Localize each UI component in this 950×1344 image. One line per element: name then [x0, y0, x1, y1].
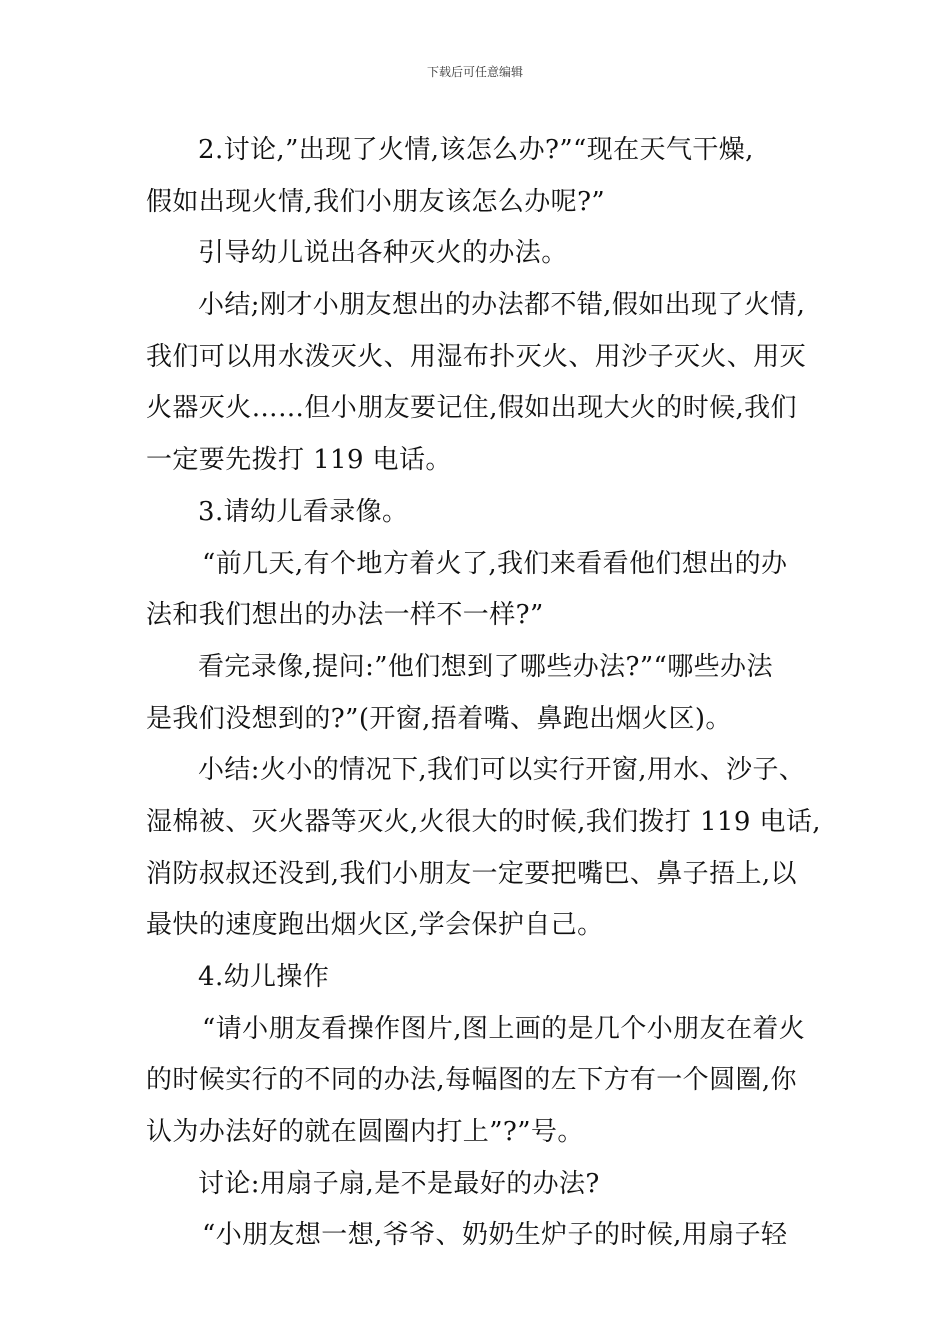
paragraph-line: 引导幼儿说出各种灭火的办法。: [198, 238, 568, 269]
page-header-note: 下载后可任意编辑: [426, 65, 523, 79]
paragraph-line: 最快的速度跑出烟火区,学会保护自己。: [146, 910, 604, 941]
paragraph-line: 3.请幼儿看录像。: [198, 496, 409, 527]
paragraph-line: 消防叔叔还没到,我们小朋友一定要把嘴巴、鼻子捂上,以: [146, 858, 797, 889]
paragraph-line: 讨论:用扇子扇,是不是最好的办法?: [198, 1168, 600, 1199]
paragraph-line: 一定要先拨打 119 电话。: [146, 445, 452, 476]
paragraph-line: 4.幼儿操作: [198, 962, 330, 992]
paragraph-line: 假如出现火情,我们小朋友该怎么办呢?”: [146, 186, 606, 217]
paragraph-line: 小结;刚才小朋友想出的办法都不错,假如出现了火情,: [198, 290, 806, 321]
paragraph-line: 小结:火小的情况下,我们可以实行开窗,用水、沙子、: [198, 755, 806, 786]
paragraph-line: 湿棉被、灭火器等灭火,火很大的时候,我们拨打 119 电话,: [146, 806, 821, 837]
document-body: [146, 128, 821, 1265]
paragraph-line: 的时候实行的不同的办法,每幅图的左下方有一个圆圈,你: [146, 1065, 797, 1096]
paragraph-line: “小朋友想一想,爷爷、奶奶生炉子的时候,用扇子轻: [202, 1220, 788, 1251]
paragraph-line: 看完录像,提问:”他们想到了哪些办法?”“哪些办法: [198, 651, 773, 682]
paragraph-line: 火器灭火……但小朋友要记住,假如出现大火的时候,我们: [146, 393, 797, 424]
paragraph-line: 我们可以用水泼灭火、用湿布扑灭火、用沙子灭火、用灭: [146, 341, 807, 372]
paragraph-line: 是我们没想到的?”(开窗,捂着嘴、鼻跑出烟火区)。: [146, 703, 732, 734]
paragraph-line: 认为办法好的就在圆圈内打上”?”号。: [146, 1117, 584, 1148]
paragraph-line: “请小朋友看操作图片,图上画的是几个小朋友在着火: [202, 1013, 806, 1044]
paragraph-line: 2.讨论,”出现了火情,该怎么办?”“现在天气干燥,: [198, 135, 754, 165]
paragraph-line: “前几天,有个地方着火了,我们来看看他们想出的办: [202, 548, 788, 579]
paragraph-line: 法和我们想出的办法一样不一样?”: [146, 600, 544, 631]
